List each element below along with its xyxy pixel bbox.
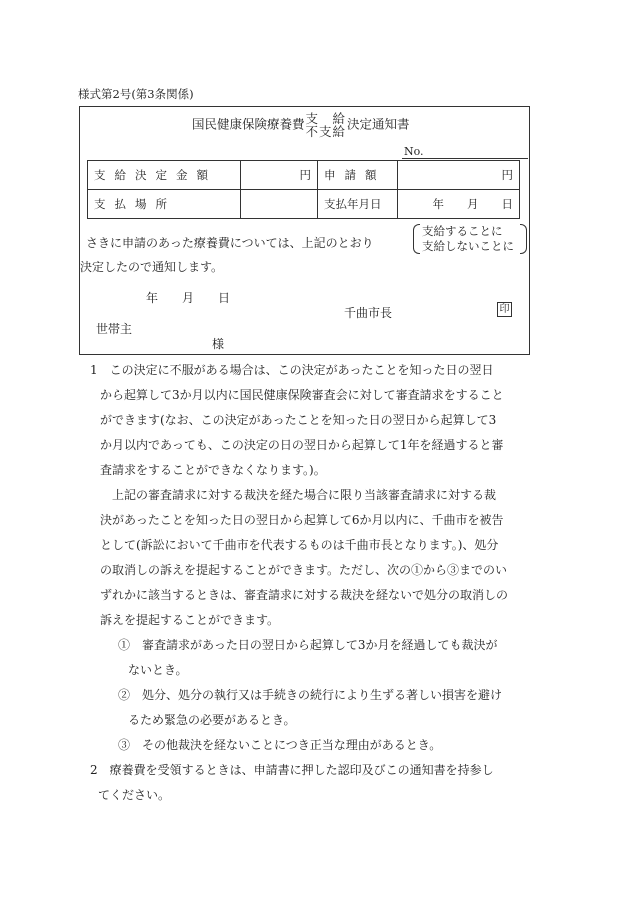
decision-option-brace (413, 224, 527, 254)
title-suffix: 決定通知書 (347, 116, 410, 132)
note-1: 1 この決定に不服がある場合は、この決定があったことを知った日の翌日 から起算して3か月以内に国民健康保険審査会に対して審査請求をすること ができます(なお、この決定があったことを知った日の翌日から起算して3 か月以内であっても、この決定の日の翌日から起算して1年を経過すると審 査請求をすることができなくなります。)。 (90, 363, 504, 477)
note-item-2: ② 処分、処分の執行又は手続きの続行により生ずる著しい損害を避け るため緊急の必要があるとき。 (118, 688, 503, 727)
household-head-label: 世帯主 (96, 322, 133, 336)
note-2: 2 療養費を受領するときは、申請書に押した認印及びこの通知書を持参し てください。 (90, 763, 494, 802)
pay-place-value (241, 190, 318, 219)
mayor-title: 千曲市長 (344, 306, 393, 320)
right-brace-icon (520, 224, 527, 254)
left-brace-icon (413, 224, 420, 254)
pay-date-label: 支払年月日 (318, 190, 398, 219)
document-title (192, 112, 410, 138)
table-row (88, 161, 520, 190)
pay-decision-amount-label: 支給決定金額 (88, 161, 241, 190)
decision-sentence-line2: 決定したので通知します。 (80, 260, 224, 274)
note-item-1: ① 審査請求があった日の翌日から起算して3か月を経過しても裁決が ないとき。 (118, 638, 498, 677)
option-nopay-text: 支給しないことに (422, 239, 514, 253)
note-paragraph-2: 上記の審査請求に対する裁決を経た場合に限り当該審査請求に対する裁 決があったことを知った日の翌日から起算して6か月以内に、千曲市を被告 として(訴訟において千曲市を代表するものは千曲市長となります。)、処分 の取消しの訴えを提起することができます。ただし、次の①から③までのい ずれかに該当するときは、審査請求に対する裁決を経ないで処分の取消しの 訴えを提起することができます。 (100, 488, 509, 627)
pay-decision-amount-value: 円 (241, 161, 318, 190)
application-amount-value: 円 (398, 161, 520, 190)
honorific-label: 様 (212, 337, 225, 351)
note-item-3: ③ その他裁決を経ないことにつき正当な理由があるとき。 (118, 738, 442, 752)
table-row (88, 190, 520, 219)
decision-table (87, 160, 520, 219)
application-amount-label: 申請額 (318, 161, 398, 190)
title-prefix: 国民健康保険療養費 (192, 116, 305, 132)
form-number-label: 様式第2号(第3条関係) (78, 87, 194, 101)
title-options (306, 112, 347, 138)
title-option-nopay: 不支給 (305, 124, 347, 139)
pay-place-label: 支払場所 (88, 190, 241, 219)
option-pay-text: 支給することに (422, 224, 503, 238)
number-field: No. (402, 146, 528, 159)
seal-icon: 印 (497, 302, 512, 317)
title-option-pay: 支 給 (305, 111, 347, 126)
issue-date: 年 月 日 (146, 291, 231, 305)
decision-sentence-line1: さきに申請のあった療養費については、上記のとおり (86, 236, 374, 250)
pay-date-value: 年 月 日 (398, 190, 520, 219)
